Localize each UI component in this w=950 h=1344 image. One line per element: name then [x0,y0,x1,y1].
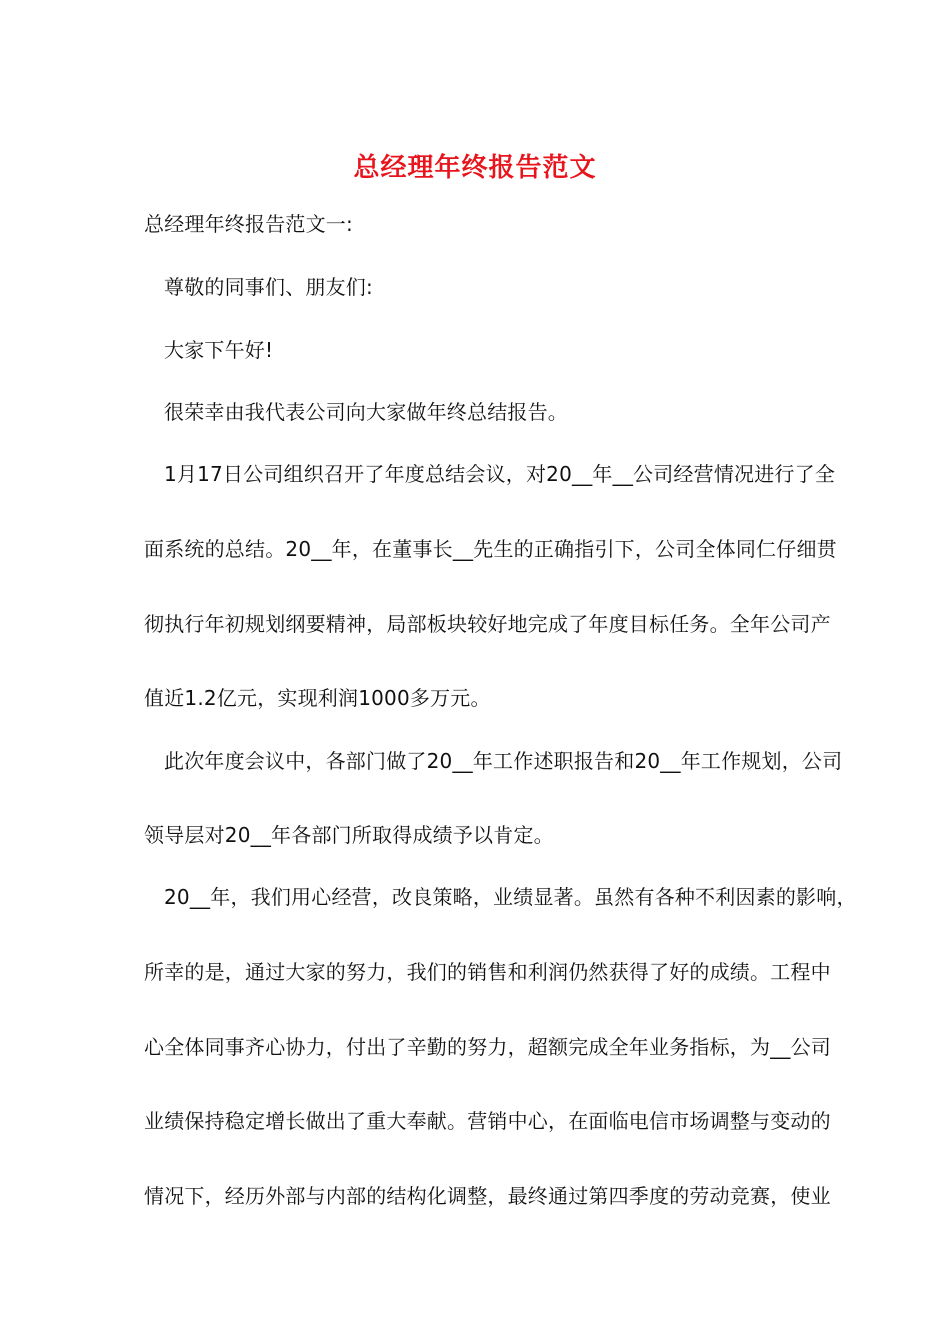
text-line-paragraph3-5: 情况下，经历外部与内部的结构化调整，最终通过第四季度的劳动竞赛，使业 [144,1184,831,1208]
text-line-paragraph3-4: 业绩保持稳定增长做出了重大奉献。营销中心，在面临电信市场调整与变动的 [144,1109,831,1133]
text-line-subtitle: 总经理年终报告范文一: [144,212,353,236]
text-line-paragraph2-1: 此次年度会议中，各部门做了20__年工作述职报告和20__年工作规划，公司 [164,749,843,773]
text-line-paragraph3-1: 20__年，我们用心经营，改良策略，业绩显著。虽然有各种不利因素的影响， [164,885,857,909]
page-title: 总经理年终报告范文 [353,153,597,183]
text-line-paragraph1-2: 面系统的总结。20__年，在董事长__先生的正确指引下，公司全体同仁仔细贯 [144,537,837,561]
text-line-paragraph1-4: 值近1.2亿元，实现利润1000多万元。 [144,686,491,710]
text-line-paragraph2-2: 领导层对20__年各部门所取得成绩予以肯定。 [144,823,554,847]
text-line-paragraph1-1: 1月17日公司组织召开了年度总结会议，对20__年__公司经营情况进行了全 [164,462,836,486]
text-line-greeting: 尊敬的同事们、朋友们: [164,275,373,299]
text-line-paragraph1-3: 彻执行年初规划纲要精神，局部板块较好地完成了年度目标任务。全年公司产 [144,612,831,636]
text-line-intro: 很荣幸由我代表公司向大家做年终总结报告。 [164,400,568,424]
text-line-hello: 大家下午好! [164,338,274,362]
text-line-paragraph3-2: 所幸的是，通过大家的努力，我们的销售和利润仍然获得了好的成绩。工程中 [144,960,831,984]
text-line-paragraph3-3: 心全体同事齐心协力，付出了辛勤的努力，超额完成全年业务指标，为__公司 [144,1035,831,1059]
